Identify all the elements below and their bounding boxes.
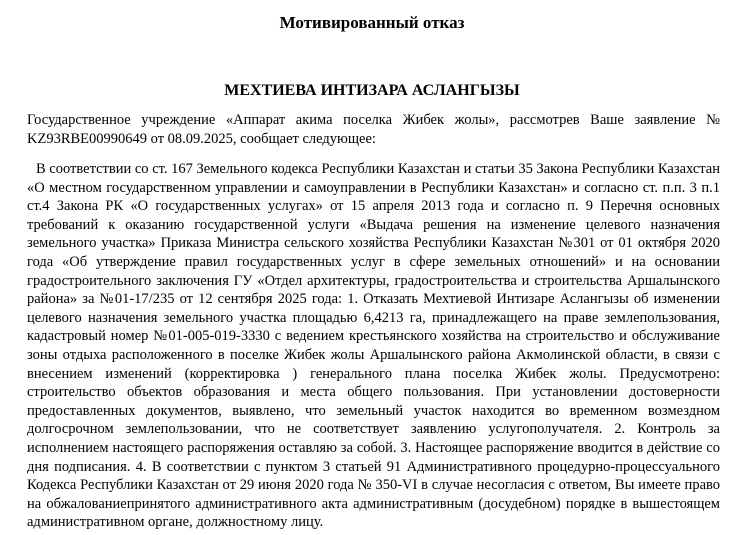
document-title: Мотивированный отказ (279, 13, 465, 32)
recipient-name: МЕХТИЕВА ИНТИЗАРА АСЛАНГЫЗЫ (224, 82, 520, 99)
intro-paragraph: Государственное учреждение «Аппарат акима поселка Жибек жолы», рассмотрев Ваше заявление № KZ93RBE00990649 от 08.09.2025, сообщает следующее: (27, 112, 720, 147)
decision-body-paragraph: В соответствии со ст. 167 Земельного кодекса Республики Казахстан и статьи 35 Закона Республики Казахстан «О местном государственном управлении и самоуправлении в Республики Казахстан» и согласно ст. п.п. 3 п.1 ст.4 Закона РК «О государственных услугах» от 15 апреля 2013 года и согласно п. 9 Перечня основных требований к оказанию государственной услуги «Выдача решения на изменение целевого назначения земельного участка» Приказа Министра сельского хозяйства Республики Казахстан №301 от 01 октября 2020 года «Об утверждение правил государственных услуг в сфере земельных отношений» и на основании градостроительного заключения ГУ «Отдел архитектуры, градостроительства и строительства Аршалынского района» за №01-17/235 от 12 сентября 2025 года: 1. Отказать Мехтиевой Интизаре Аслангызы об изменении целевого назначения земельного участка площадью 6,4213 га, принадлежащего на праве землепользования, кадастровый номер №01-005-019-3330 с ведением крестьянского хозяйства на строительство и обслуживание зоны отдыха расположенного в поселке Жибек жолы Аршалынского района Акмолинской области, в связи с внесением изменений (корректировка ) генерального плана поселка Жибек жолы. Предусмотрено: строительство объектов образования и места общего пользования. При установлении достоверности предоставленных документов, выявлено, что земельный участок находится во временном возмездном долгосрочном землепользовании, что не соответствует заявлению услугополучателя. 2. Контроль за исполнением настоящего распоряжения оставляю за собой. 3. Настоящее распоряжение вводится в действие со дня подписания. 4. В соответствии с пунктом 3 статьей 91 Административного процедурно-процессуального Кодекса Республики Казахстан от 29 июня 2020 года № 350-VI в случае несогласия с ответом, Вы имеете право на обжалованиепринятого административного акта административным (досудебном) порядке в вышестоящем административном органе, должностному лицу. (27, 161, 720, 531)
